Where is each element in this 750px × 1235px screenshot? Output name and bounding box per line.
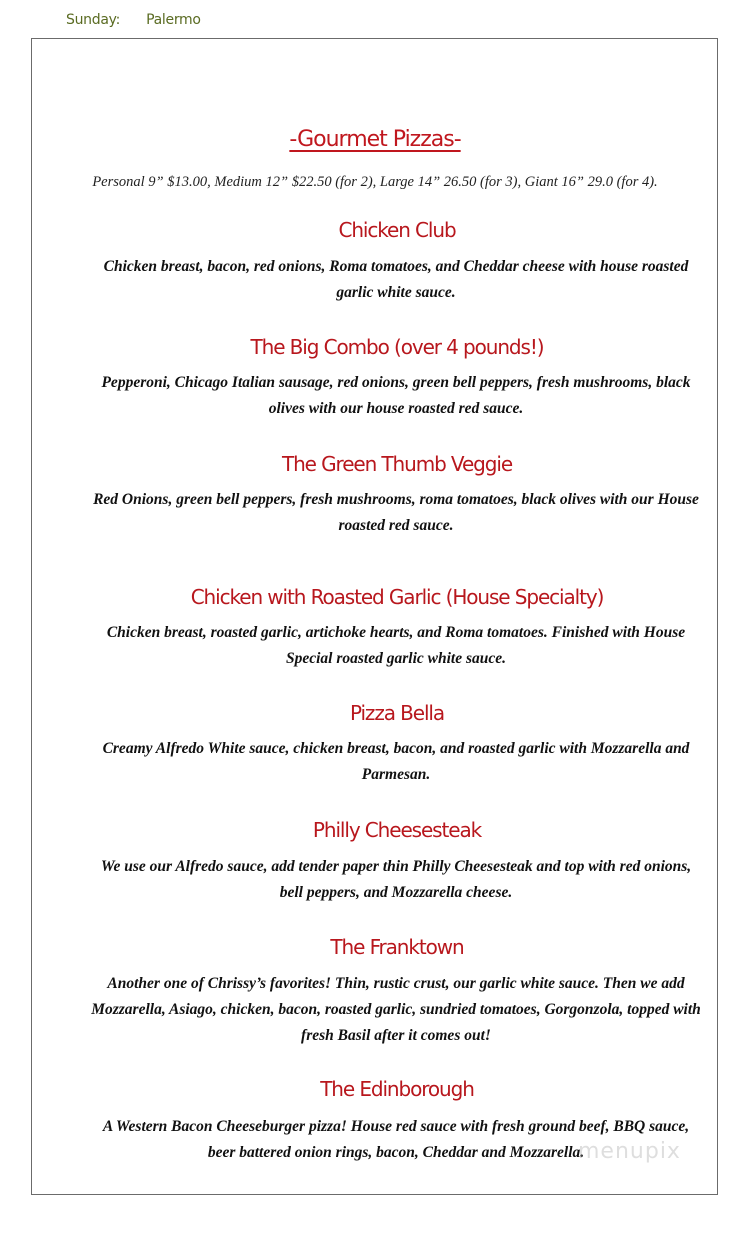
page-header — [66, 12, 201, 28]
item-name-chicken-club: Chicken Club — [338, 218, 456, 242]
size-pricing: Personal 9” $13.00, Medium 12” $22.50 (for 2), Large 14” 26.50 (for 3), Giant 16” 29.0 (for 4). — [92, 174, 658, 190]
item-name-franktown: The Franktown — [330, 935, 464, 959]
item-name-edinborough: The Edinborough — [320, 1077, 474, 1101]
item-name-green-thumb-veggie: The Green Thumb Veggie — [281, 452, 513, 476]
item-name-big-combo: The Big Combo (over 4 pounds!) — [250, 335, 544, 359]
item-desc-big-combo: Pepperoni, Chicago Italian sausage, red onions, green bell peppers, fresh mushrooms, black olives with our house roasted red sauce. — [101, 374, 691, 417]
watermark: menupix — [578, 1139, 681, 1164]
item-desc-chicken-club: Chicken breast, bacon, red onions, Roma tomatoes, and Cheddar cheese with house roasted garlic white sauce. — [103, 258, 689, 301]
item-name-philly-cheesesteak: Philly Cheesesteak — [312, 818, 482, 842]
item-name-pizza-bella: Pizza Bella — [349, 701, 445, 725]
item-desc-green-thumb-veggie: Red Onions, green bell peppers, fresh mushrooms, roma tomatoes, black olives with our House roasted red sauce. — [93, 491, 699, 534]
menu-title — [0, 127, 750, 152]
item-desc-chicken-roasted-garlic: Chicken breast, roasted garlic, artichoke hearts, and Roma tomatoes. Finished with House Special roasted garlic white sauce. — [106, 624, 686, 667]
header-day: Sunday: — [66, 12, 120, 28]
item-desc-franktown: Another one of Chrissy’s favorites! Thin, rustic crust, our garlic white sauce. Then we add Mozzarella, Asiago, chicken, bacon, roasted garlic, sundried tomatoes, Gorgonzola, topped with fresh Basil after it comes out! — [91, 975, 701, 1044]
item-name-chicken-roasted-garlic: Chicken with Roasted Garlic (House Specialty) — [190, 585, 604, 609]
header-place: Palermo — [146, 12, 201, 28]
item-desc-pizza-bella: Creamy Alfredo White sauce, chicken breast, bacon, and roasted garlic with Mozzarella and Parmesan. — [102, 740, 690, 783]
item-desc-philly-cheesesteak: We use our Alfredo sauce, add tender paper thin Philly Cheesesteak and top with red onions, bell peppers, and Mozzarella cheese. — [100, 858, 692, 901]
item-desc-edinborough: A Western Bacon Cheeseburger pizza! House red sauce with fresh ground beef, BBQ sauce, beer battered onion rings, bacon, Cheddar and Mozzarella. — [102, 1118, 690, 1161]
menu-title-text: -Gourmet Pizzas- — [289, 127, 461, 152]
